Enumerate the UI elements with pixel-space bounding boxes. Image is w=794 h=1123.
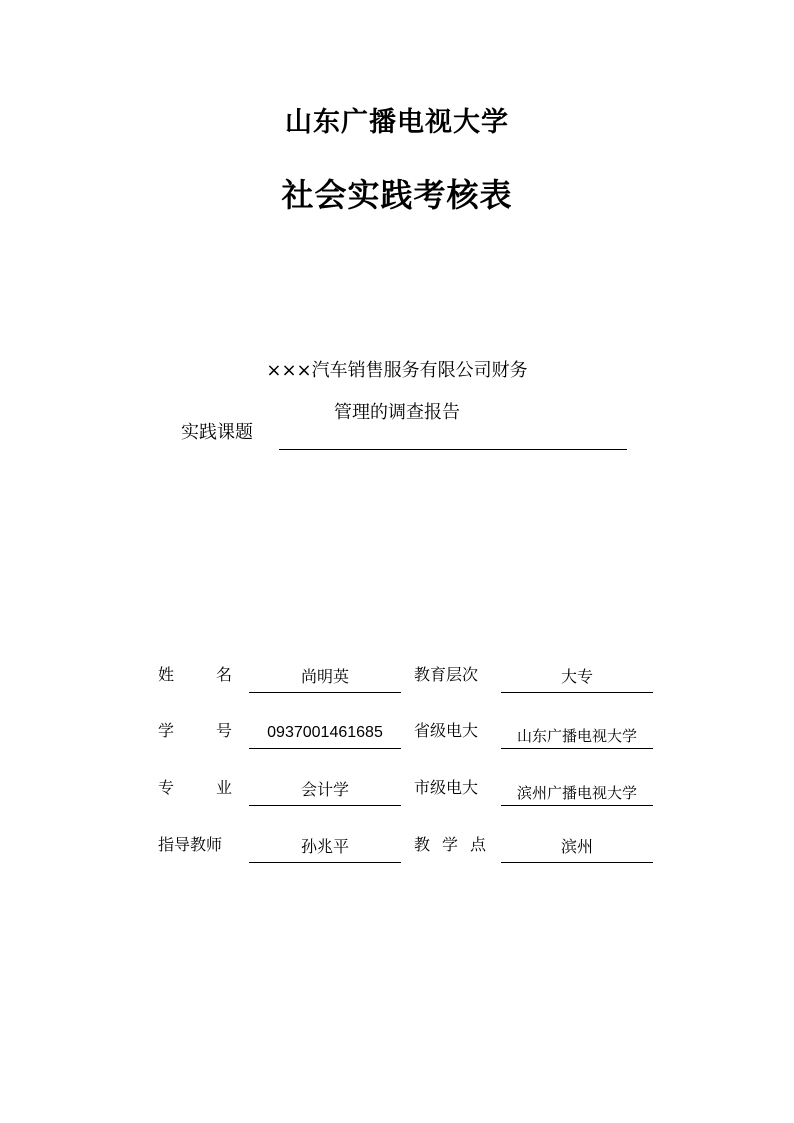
topic-label: 实践课题 [181,422,253,443]
provincial-university-field[interactable]: 山东广播电视大学 [501,718,653,749]
university-title: 山东广播电视大学 [285,107,509,138]
name-label: 姓 名 [158,665,232,684]
education-level-label: 教育层次 [414,665,479,684]
teaching-site-label: 教 学 点 [414,835,486,854]
provincial-university-label: 省级电大 [414,721,479,740]
major-field[interactable]: 会计学 [249,775,401,806]
city-university-field[interactable]: 滨州广播电视大学 [501,775,653,806]
advisor-field[interactable]: 孙兆平 [249,832,401,863]
teaching-site-field[interactable]: 滨州 [501,832,653,863]
name-field[interactable]: 尚明英 [249,662,401,693]
major-label: 专 业 [158,778,232,797]
education-level-field[interactable]: 大专 [501,662,653,693]
student-id-field[interactable]: 0937001461685 [249,718,401,749]
form-title: 社会实践考核表 [281,176,513,214]
topic-underline [279,449,627,450]
topic-text-line-2: 管理的调查报告 [334,402,460,423]
topic-text-line-1: ×××汽车销售服务有限公司财务 [266,360,528,381]
city-university-label: 市级电大 [414,778,479,797]
advisor-label: 指导教师 [158,835,223,854]
student-id-label: 学 号 [158,721,232,740]
